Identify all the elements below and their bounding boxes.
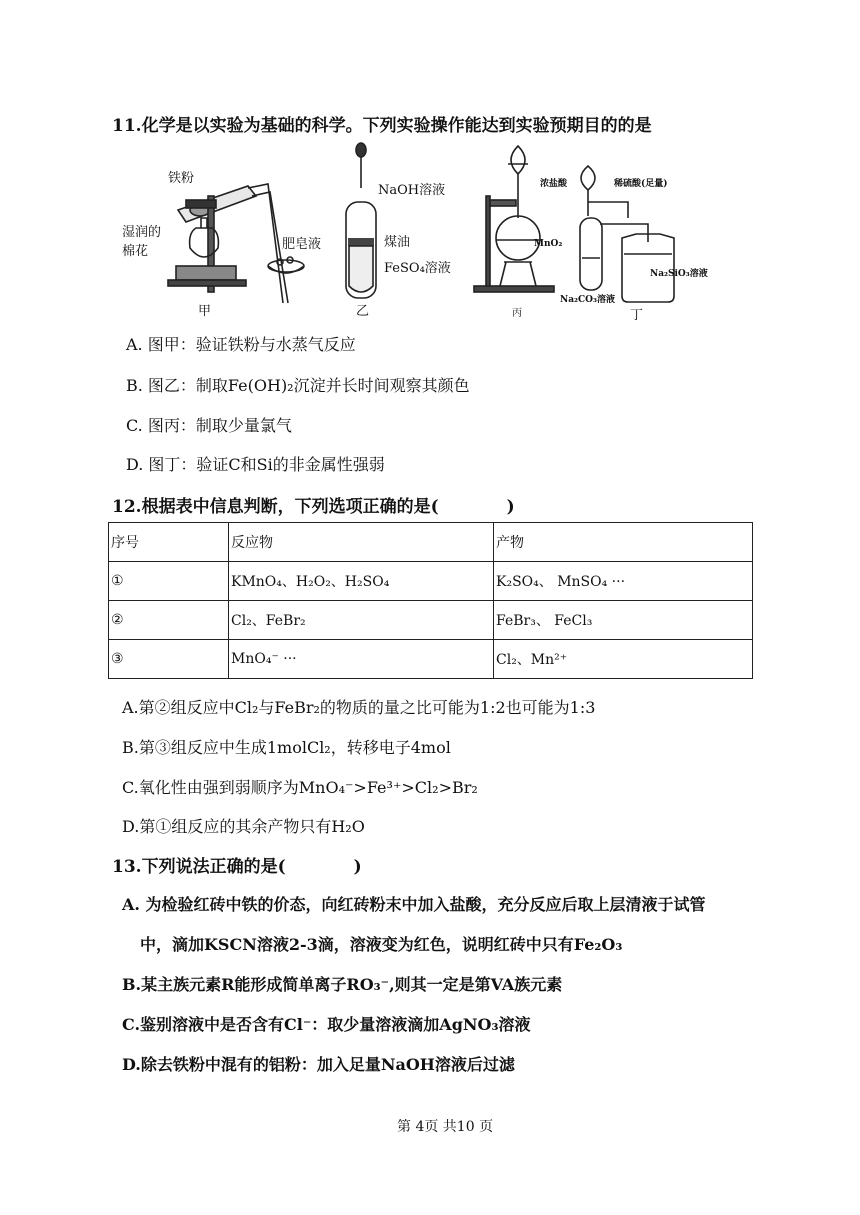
table-cell: KMnO₄、H₂O₂、H₂SO₄ xyxy=(229,562,494,601)
q13-option-a-cont: 中，滴加KSCN溶液2-3滴，溶液变为红色，说明红砖中只有Fe₂O₃ xyxy=(140,935,623,954)
table-header-cell: 反应物 xyxy=(229,523,494,562)
caption-yi: 乙 xyxy=(356,304,370,319)
table-cell: Cl₂、FeBr₂ xyxy=(229,601,494,640)
yi-label-kerosene: 煤油 xyxy=(384,235,411,250)
q13-stem: 13.下列说法正确的是( ) xyxy=(112,857,362,877)
q11-stem: 11.化学是以实验为基础的科学。下列实验操作能达到实验预期目的的是 xyxy=(112,116,652,136)
table-cell: K₂SO₄、 MnSO₄ ··· xyxy=(494,562,753,601)
jia-label-cotton: 棉花 xyxy=(122,244,149,259)
table-row xyxy=(109,601,753,640)
yi-label-naoh: NaOH溶液 xyxy=(378,183,446,198)
table-header-cell: 序号 xyxy=(109,523,229,562)
q11-apparatus-figure xyxy=(108,138,748,318)
yi-label-feso4: FeSO₄溶液 xyxy=(384,261,451,276)
ding-label-h2so4: 稀硫酸(足量) xyxy=(614,179,668,189)
q13-option-b: B.某主族元素R能形成简单离子RO₃⁻,则其一定是第VA族元素 xyxy=(122,975,563,994)
jia-label-wet: 湿润的 xyxy=(122,225,162,240)
bing-label-hcl: 浓盐酸 xyxy=(540,179,568,189)
q12-stem: 12.根据表中信息判断，下列选项正确的是( ) xyxy=(112,497,515,517)
q12-option-a: A.第②组反应中Cl₂与FeBr₂的物质的量之比可能为1:2也可能为1:3 xyxy=(122,698,596,717)
caption-jia: 甲 xyxy=(198,304,212,319)
page-footer: 第 4页 共10 页 xyxy=(397,1119,494,1135)
table-cell: ① xyxy=(109,562,229,601)
bing-apparatus xyxy=(474,146,554,292)
q11-option-d: D. 图丁：验证C和Si的非金属性强弱 xyxy=(126,455,385,474)
caption-ding: 丁 xyxy=(630,308,644,323)
q12-info-table xyxy=(108,522,753,679)
table-cell: ② xyxy=(109,601,229,640)
q12-option-c: C.氧化性由强到弱顺序为MnO₄⁻>Fe³⁺>Cl₂>Br₂ xyxy=(122,778,478,797)
q11-option-b: B. 图乙：制取Fe(OH)₂沉淀并长时间观察其颜色 xyxy=(126,376,470,395)
table-header-cell: 产物 xyxy=(494,523,753,562)
q13-option-d: D.除去铁粉中混有的铝粉：加入足量NaOH溶液后过滤 xyxy=(122,1055,515,1074)
q12-option-d: D.第①组反应的其余产物只有H₂O xyxy=(122,817,365,836)
table-cell: MnO₄⁻ ··· xyxy=(229,640,494,679)
jia-label-soap: 肥皂液 xyxy=(282,237,322,252)
table-row xyxy=(109,562,753,601)
table-cell: FeBr₃、 FeCl₃ xyxy=(494,601,753,640)
q11-option-a: A. 图甲：验证铁粉与水蒸气反应 xyxy=(126,335,356,354)
ding-label-na2sio3: Na₂SiO₃溶液 xyxy=(650,269,708,279)
bing-label-mno2: MnO₂ xyxy=(534,239,563,249)
ding-label-na2co3: Na₂CO₃溶液 xyxy=(560,295,615,305)
q11-option-c: C. 图丙：制取少量氯气 xyxy=(126,416,292,435)
jia-label-iron: 铁粉 xyxy=(168,171,195,186)
table-row xyxy=(109,640,753,679)
table-header-row xyxy=(109,523,753,562)
q12-option-b: B.第③组反应中生成1molCl₂，转移电子4mol xyxy=(122,738,451,757)
caption-bing: 丙 xyxy=(512,308,522,319)
yi-apparatus xyxy=(346,143,376,298)
table-cell: ③ xyxy=(109,640,229,679)
q13-option-a: A. 为检验红砖中铁的价态，向红砖粉末中加入盐酸，充分反应后取上层清液于试管 xyxy=(122,895,706,914)
table-cell: Cl₂、Mn²⁺ xyxy=(494,640,753,679)
q13-option-c: C.鉴别溶液中是否含有Cl⁻：取少量溶液滴加AgNO₃溶液 xyxy=(122,1015,531,1034)
